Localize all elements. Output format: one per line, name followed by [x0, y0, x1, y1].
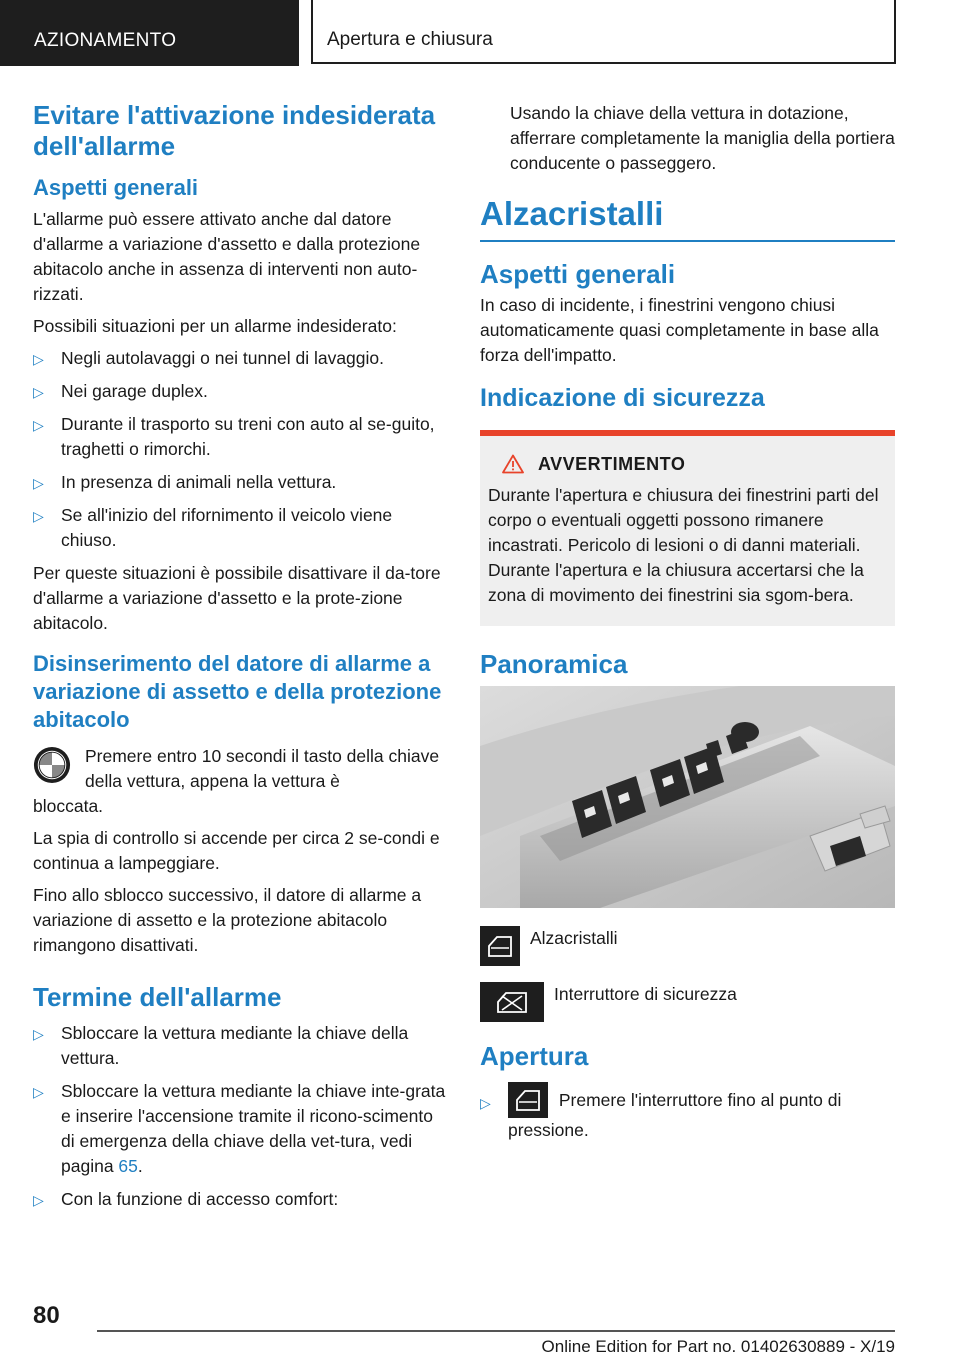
list-item: ▷ Se all'inizio del rifornimento il veicolo viene chiuso. — [33, 505, 393, 550]
triangle-bullet-icon: ▷ — [33, 384, 44, 400]
opening-list — [480, 1082, 895, 1143]
warning-triangle-icon — [502, 454, 524, 474]
right-column — [480, 101, 895, 1151]
window-lifter-key-row — [480, 926, 895, 968]
safety-switch-label: Interruttore di sicurezza — [554, 983, 737, 1004]
triangle-bullet-icon: ▷ — [33, 508, 44, 524]
key-instruction: Premere entro 10 secondi il tasto della chiave della vettura, appena la vettura è bloccata. — [33, 746, 440, 816]
heading-overview: Panoramica — [480, 648, 628, 679]
list-item: ▷ Sbloccare la vettura mediante la chiave inte-grata e inserire l'accensione tramite il ricono-scimento di emergenza della chiave della vet-tura, vedi pagina 65. — [33, 1081, 446, 1176]
window-lifter-label: Alzacristalli — [530, 927, 618, 948]
window-lifter-icon — [508, 1082, 548, 1118]
warning-box — [480, 430, 895, 626]
triangle-bullet-icon: ▷ — [33, 1026, 44, 1042]
heading-safety: Indicazione di sicurezza — [480, 383, 765, 412]
list-item: ▷ Con la funzione di accesso comfort: — [33, 1187, 448, 1212]
header-chapter: Apertura e chiusura — [311, 0, 896, 64]
paragraph-situations: Possibili situazioni per un allarme indesiderato: — [33, 316, 397, 336]
situations-list — [33, 346, 448, 553]
heading-general-alarm: Aspetti generali — [33, 175, 199, 200]
bmw-key-icon — [33, 746, 71, 784]
triangle-bullet-icon: ▷ — [33, 1084, 44, 1100]
page-link-65[interactable]: 65 — [118, 1156, 138, 1176]
paragraph-general-alarm: L'allarme può essere attivato anche dal datore d'allarme a variazione d'assetto e dalla protezione abitacolo anche in assenza di interventi non auto-rizzati. — [33, 209, 421, 304]
list-item: ▷ Premere l'interruttore fino al punto di pressione. — [480, 1082, 895, 1143]
triangle-bullet-icon: ▷ — [33, 351, 44, 367]
list-item: ▷ Negli autolavaggi o nei tunnel di lavaggio. — [33, 346, 448, 371]
header-section: AZIONAMENTO — [0, 0, 299, 66]
warning-header: AVVERTIMENTO — [488, 454, 887, 475]
warning-text: Durante l'apertura e chiusura dei finestrini parti del corpo o eventuali oggetti possono rimanere incastrati. Pericolo di lesioni o di danni materiali. Durante l'apertura e la chiusura accertarsi che la zona di movimento dei finestrini sia sgom-bera. — [488, 484, 879, 605]
heading-end-alarm: Termine dell'allarme — [33, 982, 282, 1012]
paragraph-until-unlock: Fino allo sblocco successivo, il datore di allarme a variazione di assetto e la protezione abitacolo rimangono disattivati. — [33, 885, 422, 955]
paragraph-deactivate: Per queste situazioni è possibile disattivare il da-tore d'allarme a variazione d'assetto e la prote-zione abitacolo. — [33, 563, 441, 633]
paragraph-lamp: La spia di controllo si accende per circa 2 se-condi e continua a lampeggiare. — [33, 828, 440, 873]
safety-switch-icon — [480, 982, 544, 1022]
paragraph-general-windows: In caso di incidente, i finestrini vengono chiusi automaticamente quasi completamente in base alla forza dell'impatto. — [480, 294, 879, 365]
triangle-bullet-icon: ▷ — [33, 475, 44, 491]
heading-opening: Apertura — [480, 1040, 589, 1071]
triangle-bullet-icon: ▷ — [480, 1094, 491, 1111]
triangle-bullet-icon: ▷ — [33, 417, 44, 433]
list-item: ▷ Sbloccare la vettura mediante la chiave della vettura. — [33, 1023, 409, 1068]
list-item: ▷ In presenza di animali nella vettura. — [33, 470, 448, 495]
heading-unwanted-alarm: Evitare l'attivazione indesiderata dell'allarme — [33, 100, 436, 161]
heading-rule — [480, 240, 895, 242]
window-lifter-icon — [480, 926, 520, 966]
footer-edition: Online Edition for Part no. 01402630889 - X/19 — [541, 1337, 895, 1356]
page-header — [0, 0, 960, 66]
window-switch-panel-image — [480, 686, 895, 908]
heading-general-windows: Aspetti generali — [480, 258, 676, 289]
list-item: ▷ Nei garage duplex. — [33, 379, 448, 404]
page-number: 80 — [33, 1302, 60, 1329]
heading-windows: Alzacristalli — [480, 195, 664, 232]
end-alarm-list — [33, 1021, 448, 1212]
footer-rule — [97, 1330, 895, 1332]
safety-switch-key-row — [480, 982, 895, 1024]
list-item: ▷ Durante il trasporto su treni con auto al se-guito, traghetti o rimorchi. — [33, 414, 435, 459]
paragraph-comfort-access: Usando la chiave della vettura in dotazione, afferrare completamente la maniglia della portiera conducente o passeggero. — [510, 103, 895, 173]
triangle-bullet-icon: ▷ — [33, 1192, 44, 1208]
left-column — [33, 100, 448, 1220]
heading-disinsert: Disinserimento del datore di allarme a variazione di assetto e della protezione abitacolo — [33, 651, 442, 732]
